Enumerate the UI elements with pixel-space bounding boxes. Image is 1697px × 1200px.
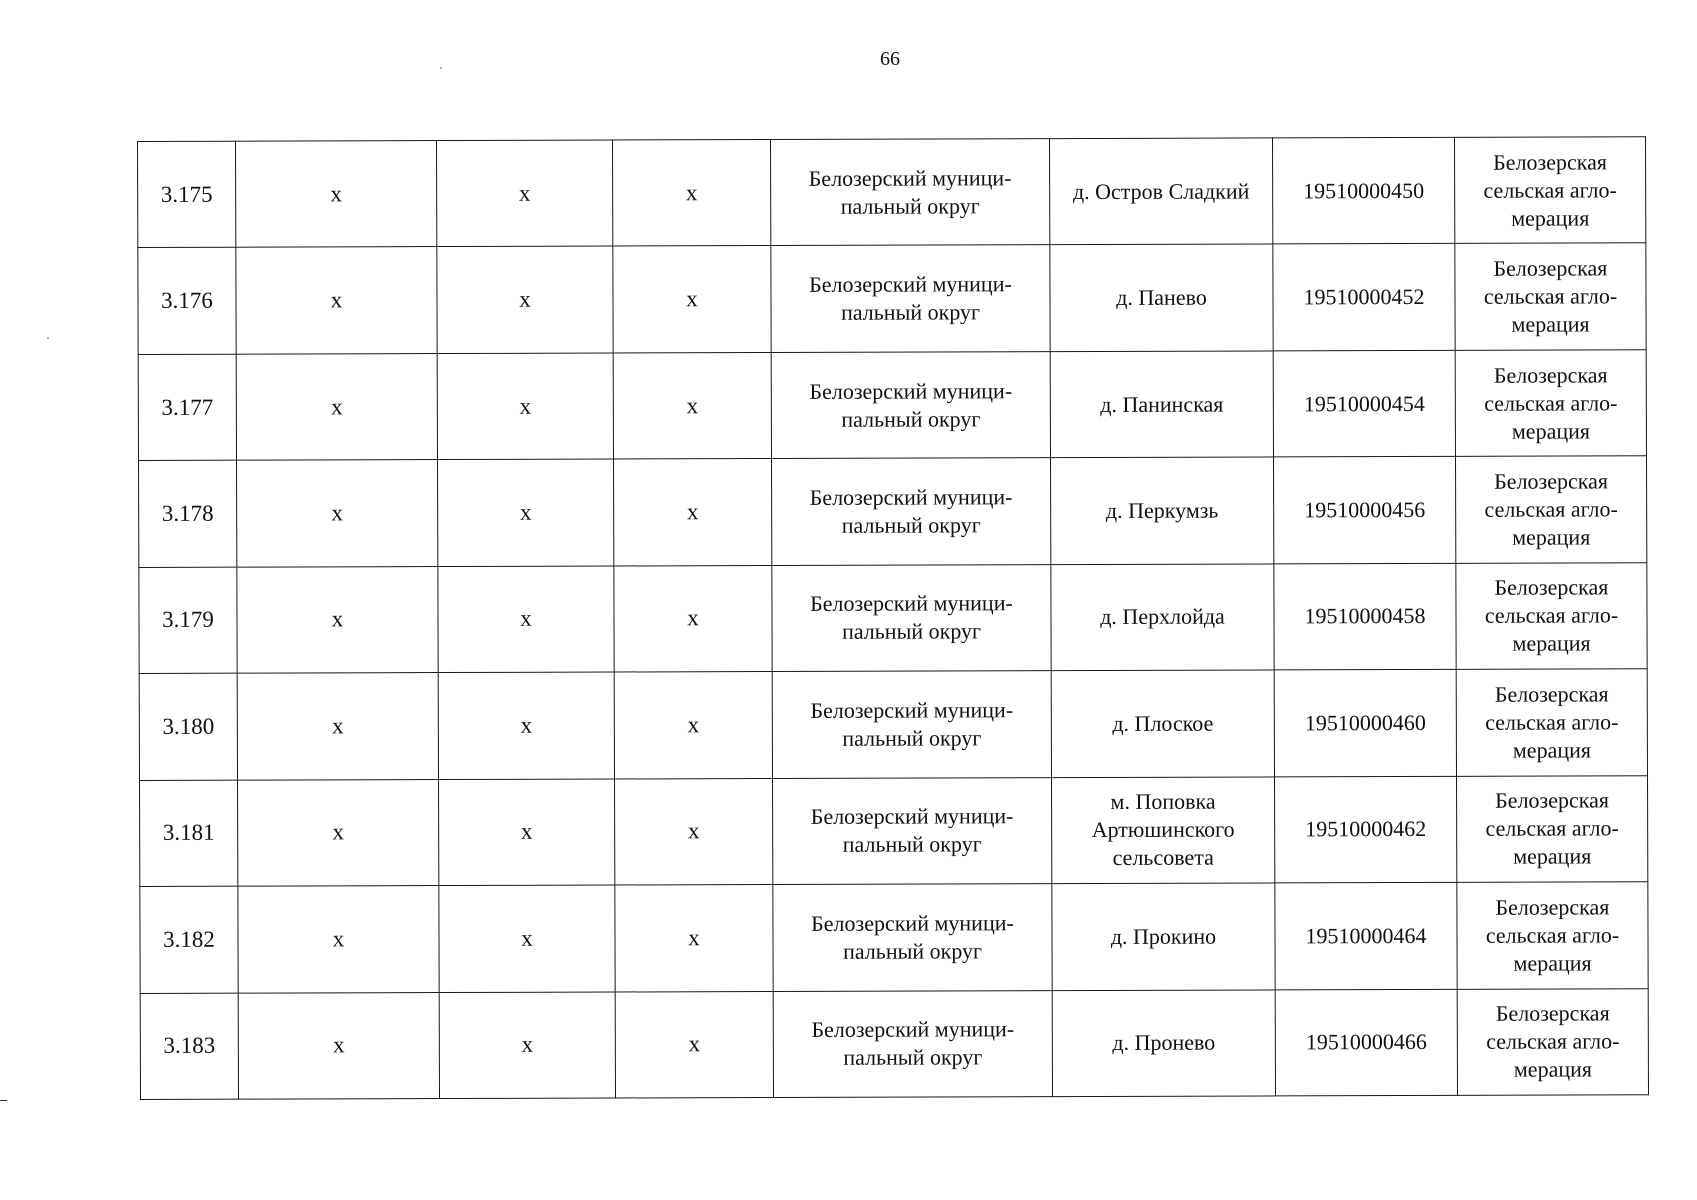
x-cell: х <box>237 460 438 567</box>
row-number-cell: 3.178 <box>139 461 237 568</box>
row-number-cell: 3.181 <box>140 780 238 887</box>
x-cell: х <box>237 566 438 673</box>
x-cell: х <box>439 779 615 886</box>
agglomeration-cell: Белозерская сельская агло- мерация <box>1457 988 1648 1095</box>
scan-margin-mark <box>0 1100 7 1101</box>
agglomeration-cell: Белозерская сельская агло- мерация <box>1457 882 1648 989</box>
x-cell: х <box>615 778 773 885</box>
x-cell: х <box>437 353 613 460</box>
settlement-cell: д. Пронево <box>1052 989 1275 1096</box>
municipal-district-cell: Белозерский муници- пальный округ <box>773 884 1052 991</box>
x-cell: х <box>438 566 614 673</box>
row-number-cell: 3.182 <box>140 886 238 993</box>
oktmo-code-cell: 19510000466 <box>1275 989 1457 1096</box>
x-cell: х <box>438 459 614 566</box>
municipal-district-cell: Белозерский муници- пальный округ <box>770 139 1049 246</box>
x-cell: х <box>614 672 772 779</box>
table-row <box>140 775 1648 886</box>
x-cell: х <box>613 246 771 353</box>
x-cell: х <box>615 991 773 1098</box>
municipal-district-cell: Белозерский муници- пальный округ <box>771 352 1050 459</box>
table-row <box>138 137 1646 248</box>
x-cell: х <box>236 247 437 354</box>
settlement-cell: д. Перхлойда <box>1051 564 1274 671</box>
scan-speck <box>47 337 49 339</box>
municipal-district-cell: Белозерский муници- пальный округ <box>772 564 1051 671</box>
agglomeration-cell: Белозерская сельская агло- мерация <box>1455 456 1646 563</box>
row-number-cell: 3.179 <box>139 567 237 674</box>
x-cell: х <box>236 353 437 460</box>
x-cell: х <box>238 886 439 993</box>
oktmo-code-cell: 19510000460 <box>1274 670 1456 777</box>
scan-speck <box>440 67 442 69</box>
settlement-cell: д. Перкумзь <box>1051 457 1274 564</box>
agglomeration-cell: Белозерская сельская агло- мерация <box>1454 137 1645 244</box>
table-row <box>138 350 1646 461</box>
x-cell: х <box>614 565 772 672</box>
oktmo-code-cell: 19510000458 <box>1274 563 1456 670</box>
table-row <box>138 243 1646 354</box>
municipal-district-cell: Белозерский муници- пальный округ <box>773 990 1052 1097</box>
settlement-cell: д. Панево <box>1050 244 1273 351</box>
agglomeration-cell: Белозерская сельская агло- мерация <box>1455 243 1646 350</box>
x-cell: х <box>238 779 439 886</box>
x-cell: х <box>439 885 615 992</box>
agglomeration-cell: Белозерская сельская агло- мерация <box>1456 563 1647 670</box>
agglomeration-cell: Белозерская сельская агло- мерация <box>1457 775 1648 882</box>
oktmo-code-cell: 19510000456 <box>1273 457 1455 564</box>
settlement-cell: м. Поповка Артюшинского сельсовета <box>1052 777 1275 884</box>
x-cell: х <box>238 992 439 1099</box>
row-number-cell: 3.175 <box>138 141 236 248</box>
oktmo-code-cell: 19510000454 <box>1273 350 1455 457</box>
settlements-table <box>137 136 1649 1100</box>
agglomeration-cell: Белозерская сельская агло- мерация <box>1456 669 1647 776</box>
x-cell: х <box>612 140 770 247</box>
page-number: 66 <box>880 48 900 70</box>
x-cell: х <box>236 141 437 248</box>
oktmo-code-cell: 19510000452 <box>1273 244 1455 351</box>
table-row <box>139 456 1647 567</box>
table-row <box>139 669 1647 780</box>
oktmo-code-cell: 19510000462 <box>1275 776 1457 883</box>
row-number-cell: 3.177 <box>138 354 236 461</box>
agglomeration-cell: Белозерская сельская агло- мерация <box>1455 350 1646 457</box>
oktmo-code-cell: 19510000464 <box>1275 882 1457 989</box>
settlement-cell: д. Плоское <box>1051 670 1274 777</box>
row-number-cell: 3.183 <box>140 993 238 1100</box>
settlement-cell: д. Остров Сладкий <box>1049 138 1272 245</box>
row-number-cell: 3.176 <box>138 248 236 355</box>
x-cell: х <box>437 140 613 247</box>
x-cell: х <box>439 992 615 1099</box>
x-cell: х <box>437 246 613 353</box>
municipal-district-cell: Белозерский муници- пальный округ <box>773 777 1052 884</box>
settlement-cell: д. Панинская <box>1050 351 1273 458</box>
x-cell: х <box>237 673 438 780</box>
row-number-cell: 3.180 <box>139 673 237 780</box>
x-cell: х <box>614 459 772 566</box>
table-body <box>138 137 1649 1100</box>
x-cell: х <box>615 885 773 992</box>
table-row <box>140 882 1648 993</box>
table-row <box>139 563 1647 674</box>
municipal-district-cell: Белозерский муници- пальный округ <box>772 671 1051 778</box>
municipal-district-cell: Белозерский муници- пальный округ <box>772 458 1051 565</box>
settlement-cell: д. Прокино <box>1052 883 1275 990</box>
table-row <box>140 988 1648 1099</box>
municipal-district-cell: Белозерский муници- пальный округ <box>771 245 1050 352</box>
oktmo-code-cell: 19510000450 <box>1272 137 1454 244</box>
x-cell: х <box>438 672 614 779</box>
x-cell: х <box>613 352 771 459</box>
